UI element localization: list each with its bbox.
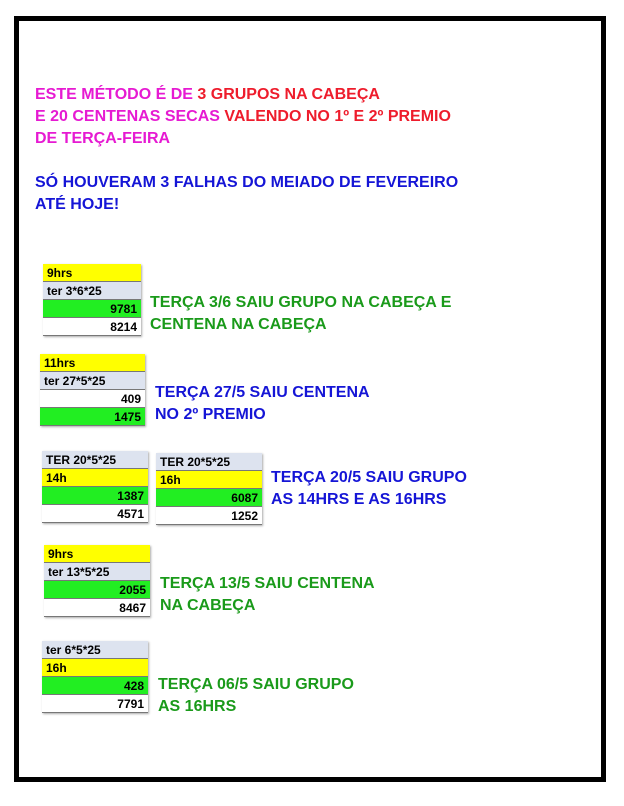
date-cell: ter 13*5*25 <box>44 563 150 581</box>
result-table <box>42 451 148 523</box>
number-cell: 2055 <box>44 581 150 599</box>
hour-cell: 16h <box>156 471 262 489</box>
caption-line: TERÇA 06/5 SAIU GRUPO <box>158 676 354 693</box>
caption-line: TERÇA 13/5 SAIU CENTENA <box>160 575 375 592</box>
number-cell: 9781 <box>43 300 141 318</box>
result-table <box>44 545 150 617</box>
hour-cell: 9hrs <box>43 264 141 282</box>
caption-line: CENTENA NA CABEÇA <box>150 316 327 333</box>
date-cell: ter 6*5*25 <box>42 641 148 659</box>
caption-line: NO 2º PREMIO <box>155 406 266 423</box>
intro-line-2: E 20 CENTENAS SECAS VALENDO NO 1º E 2º PREMIO <box>35 108 451 125</box>
intro-line-3: DE TERÇA-FEIRA <box>35 130 171 147</box>
number-cell: 6087 <box>156 489 262 507</box>
hour-cell: 14h <box>42 469 148 487</box>
number-cell: 1387 <box>42 487 148 505</box>
caption-line: AS 16HRS <box>158 698 237 715</box>
result-table <box>43 264 141 336</box>
caption-line: TERÇA 27/5 SAIU CENTENA <box>155 384 370 401</box>
note-line-2: ATÉ HOJE! <box>35 196 120 213</box>
result-table <box>156 453 262 525</box>
result-table <box>40 354 145 426</box>
date-cell: TER 20*5*25 <box>156 453 262 471</box>
date-cell: ter 3*6*25 <box>43 282 141 300</box>
number-cell: 4571 <box>42 505 148 523</box>
number-cell: 428 <box>42 677 148 695</box>
hour-cell: 16h <box>42 659 148 677</box>
caption-line: TERÇA 20/5 SAIU GRUPO <box>271 469 467 486</box>
date-cell: TER 20*5*25 <box>42 451 148 469</box>
number-cell: 7791 <box>42 695 148 713</box>
number-cell: 8214 <box>43 318 141 336</box>
caption-line: AS 14HRS E AS 16HRS <box>271 491 447 508</box>
intro-line-1: ESTE MÉTODO É DE 3 GRUPOS NA CABEÇA <box>35 86 380 103</box>
caption-line: NA CABEÇA <box>160 597 256 614</box>
caption-line: TERÇA 3/6 SAIU GRUPO NA CABEÇA E <box>150 294 452 311</box>
number-cell: 8467 <box>44 599 150 617</box>
result-table <box>42 641 148 713</box>
note-line-1: SÓ HOUVERAM 3 FALHAS DO MEIADO DE FEVEREIRO <box>35 174 459 191</box>
hour-cell: 11hrs <box>40 354 145 372</box>
number-cell: 1475 <box>40 408 145 426</box>
number-cell: 409 <box>40 390 145 408</box>
number-cell: 1252 <box>156 507 262 525</box>
date-cell: ter 27*5*25 <box>40 372 145 390</box>
hour-cell: 9hrs <box>44 545 150 563</box>
